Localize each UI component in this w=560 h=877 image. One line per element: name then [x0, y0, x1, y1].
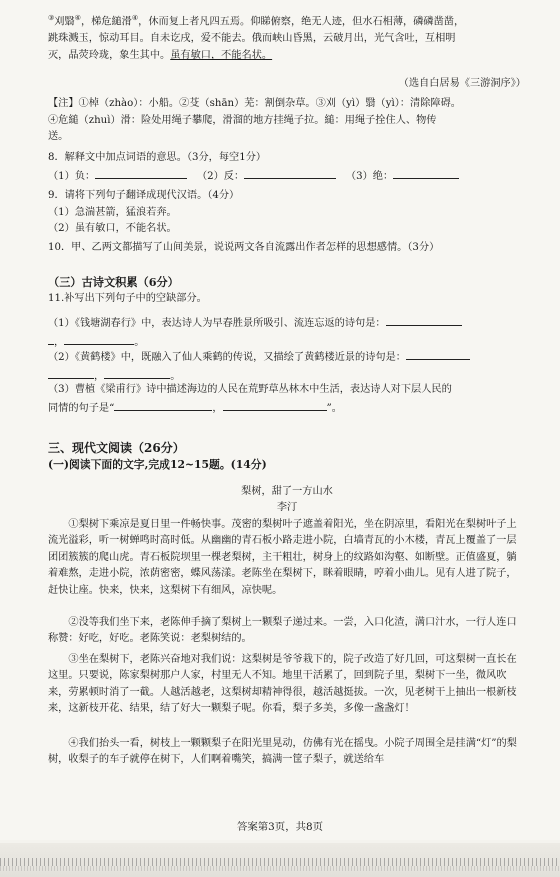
answer-blank[interactable]: [95, 167, 187, 179]
question-9-item-2: （2）虽有敏口，不能名状。: [48, 223, 177, 235]
note-marker-3: ③: [48, 14, 55, 22]
ruler-marks: [0, 858, 560, 866]
paragraph-1: ①梨树下乘凉是夏日里一件畅快事。茂密的梨树叶子遮盖着阳光，坐在阴凉里，看阳光在梨树叶子上流光溢彩，听一树蝉鸣时高时低。从幽幽的青石板小路走进小院，白墙青瓦的小木楼，青瓦上覆盖了一层团团簇簇的爬山虎。青石板院坝里一棵老梨树，主干粗壮，树身上的纹路如沟壑、如断壁。正值盛夏，躺着难熬，走进小院，浓荫密密，蝶风荡漾。老陈坐在梨树下，眯着眼睛，哼着小曲儿。见有人进了院子，赶快让座。快来，快来，这梨树下有细风，凉快呢。: [48, 519, 517, 596]
passage-source: （选自白居易《三游洞序》）: [398, 78, 526, 89]
question-9-item-1: （1）急湍甚箭，猛浪若奔。: [48, 206, 177, 218]
note-marker-4: ④: [74, 14, 81, 22]
notes: [48, 96, 526, 146]
answer-blank[interactable]: [64, 333, 134, 345]
answer-blank[interactable]: [223, 399, 327, 411]
question-8: [48, 150, 526, 185]
notes-line-1: 【注】①棹（zhào）：小船。②芟（shān）芜：割倒杂草。③刈（yì）翳（yì）：清除障碍。: [48, 98, 461, 109]
modern-reading-section: [48, 440, 526, 473]
answer-blank[interactable]: [48, 367, 94, 379]
question-11-item-2: （2）《黄鹤楼》中，既融入了仙人乘鹤的传说，又描绘了黄鹤楼近景的诗句是： ， 。: [48, 348, 526, 385]
article-title: 梨树，甜了一方山水: [241, 486, 333, 497]
answer-blank[interactable]: [386, 314, 462, 326]
question-11-item-3: （3）曹植《梁甫行》诗中描述海边的人民在荒野草丛林木中生活，表达诗人对下层人民的 同情的句子是“ ， ”。: [48, 384, 452, 414]
question-9: [48, 188, 526, 238]
answer-blank[interactable]: [406, 348, 470, 360]
notes-line-3: 送。: [48, 131, 69, 143]
section-3-subheading: (一)阅读下面的文字,完成12~15题。(14分): [48, 457, 267, 471]
underlined-sentence: 虽有敏口，不能名状。: [170, 49, 273, 61]
paragraph-4: ④我们抬头一看，树枝上一颗颗梨子在阳光里晃动，仿佛有光在摇曳。小院子周围全是挂满“灯”的梨树，收梨子的车子就停在树下，人们啊着嘴笑，搞满一筐子梨子，就送给车: [48, 738, 517, 766]
passage-line-1: ③刈翳④，梯危縋滑④，休而复上者凡四五焉。仰睇俯察，绝无人迹，但水石相薄，磷磷凿凿，: [48, 14, 465, 28]
question-8-label: 8．解释文中加点词语的意思。（3分，每空1分）: [48, 152, 267, 163]
answer-blank[interactable]: [244, 167, 336, 179]
ruler-marks-fine: [0, 866, 560, 871]
poetry-heading: （三）古诗文积累（6分）: [48, 275, 179, 289]
note-marker-4b: ④: [131, 14, 139, 22]
answer-blank[interactable]: [393, 167, 459, 179]
answer-blank[interactable]: [104, 367, 170, 379]
article-author: 李汀: [276, 502, 298, 513]
page-footer: 答案第3页，共8页: [237, 821, 323, 833]
question-11: 11.补写出下列句子中的空缺部分。: [48, 292, 207, 304]
question-8-items: （1）负： （2）反： （3）绝：: [48, 167, 526, 186]
section-3-heading: 三、现代文阅读（26分）: [48, 441, 185, 455]
poetry-section: [48, 274, 526, 307]
passage-line-2: 跳珠溅玉，惊动耳目。自未讫戌，爱不能去。俄而峡山昏黑，云破月出，光气含吐，互相明: [48, 32, 456, 44]
paragraph-3: ③坐在梨树下，老陈兴奋地对我们说：这梨树是爷爷栽下的，院子改造了好几回，可这梨树一直长在这里。只要说，陈家梨树那户人家，村里无人不知。地里干活累了，回到院子里，梨树下一坐，微风吹来，劳累顿时消了一截。人越活越老，这梨树却精神得很，越活越挺拔。一次，见老树干上抽出一根新枝来，这新枝开花、结果，结了好大一颗梨子呢。你看，梨子多美，多像一盏盏灯！: [48, 654, 517, 715]
classical-passage: [48, 10, 526, 64]
passage-line-3: 灭，晶荧玲珑，象生其中。虽有敏口，不能名状。: [48, 49, 273, 61]
question-10: 10．甲、乙两文都描写了山间美景，说说两文各自流露出作者怎样的思想感情。（3分）: [48, 242, 440, 253]
notes-line-2: ④危縋（zhuì）滑：险处用绳子攀爬，滑溜的地方挂绳子拉。縋：用绳子拴住人、物传: [48, 114, 437, 126]
paragraph-2: ②没等我们坐下来，老陈伸手摘了梨树上一颗梨子递过来。一尝，入口化渣，满口汁水，一行人连口称赞：好吃，好吃。老陈笑说：老梨树结的。: [48, 617, 517, 645]
question-11-item-1: （1）《钱塘湖春行》中，表达诗人为早春胜景所吸引、流连忘返的诗句是： ， 。: [48, 314, 526, 351]
question-9-label: 9．请将下列句子翻译成现代汉语。（4分）: [48, 190, 240, 201]
answer-blank[interactable]: [114, 399, 212, 411]
